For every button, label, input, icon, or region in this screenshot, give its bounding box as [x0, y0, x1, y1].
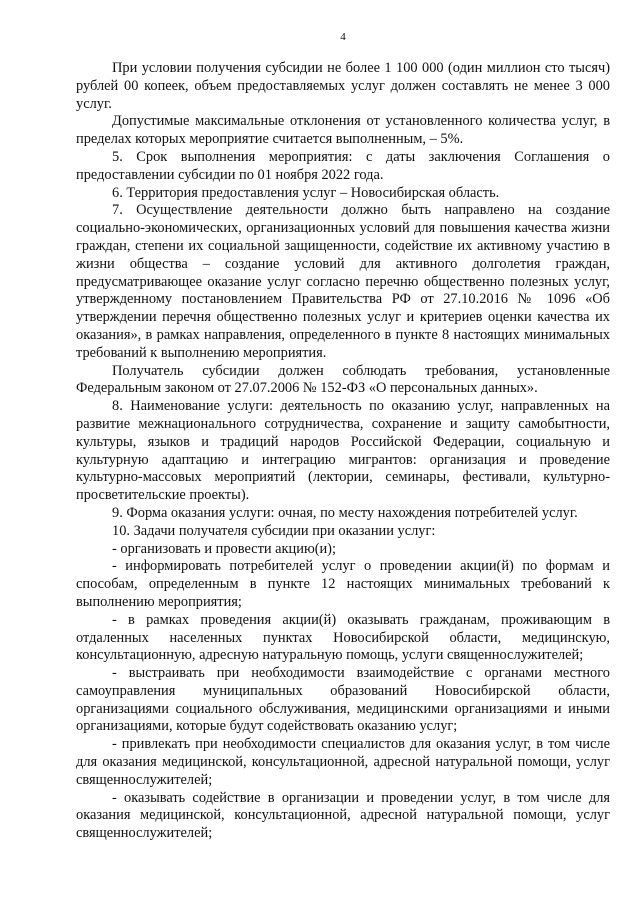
paragraph-item-6-territory: 6. Территория предоставления услуг – Новосибирская область.	[112, 184, 500, 201]
list-item-assist-organization: - оказывать содействие в организации и проведении услуг, в том числе для оказания медицинской, консультационной, адресной натуральной помощи, услуг священнослужителей;	[76, 789, 610, 842]
paragraph-personal-data: Получатель субсидии должен соблюдать требования, установленные Федеральным законом от 27.07.2006 № 152-ФЗ «О персональных данных».	[76, 362, 610, 397]
paragraph-item-9-service-form: 9. Форма оказания услуги: очная, по месту нахождения потребителей услуг.	[112, 504, 578, 521]
paragraph-item-7-activity: 7. Осуществление деятельности должно быть направлено на создание социально-экономических, организационных условий для повышения качества жизни граждан, степени их социальной защищенности, содействие их активному участию в жизни общества – создание условий для активного долголетия граждан, предусматривающее оказание услуг согласно перечню общественно полезных услуг, утвержденному постановлением Правительства РФ от 27.10.2016 № 1096 «Об утверждении перечня общественно полезных услуг и критериев оценки качества их оказания», в рамках направления, определенного в пункте 8 настоящих минимальных требований к выполнению мероприятия.	[76, 202, 610, 361]
list-item-inform-consumers: - информировать потребителей услуг о проведении акции(й) по формам и способам, определенным в пункте 12 настоящих минимальных требований к выполнению мероприятия;	[76, 558, 610, 610]
document-page	[76, 0, 610, 905]
paragraph-item-10-tasks: 10. Задачи получателя субсидии при оказании услуг:	[112, 522, 436, 539]
page-number: 4	[340, 31, 346, 43]
list-item-build-cooperation: - выстраивать при необходимости взаимодействие с органами местного самоуправления муниципальных образований Новосибирской области, организациями социального обслуживания, медицинскими организациями и иными организациями, которые будут содействовать оказанию услуг;	[76, 665, 610, 735]
paragraph-subsidy-condition: При условии получения субсидии не более 1 100 000 (один миллион сто тысяч) рублей 00 копеек, объем предоставляемых услуг должен составлять не менее 3 000 услуг.	[76, 60, 610, 112]
list-item-engage-specialists: - привлекать при необходимости специалистов для оказания услуг, в том числе для оказания медицинской, консультационной, адресной натуральной помощи, услуг священнослужителей;	[76, 736, 610, 788]
paragraph-item-8-service-name: 8. Наименование услуги: деятельность по оказанию услуг, направленных на развитие межнационального сотрудничества, сохранение и защиту самобытности, культуры, языков и традиций народов Российской Федерации, социальную и культурную адаптацию и интеграцию мигрантов: организация и проведение культурно-массовых мероприятий (лектории, семинары, фестивали, культурно-просветительские проекты).	[76, 398, 610, 504]
document-body	[76, 60, 610, 843]
list-item-organize-action: - организовать и провести акцию(и);	[112, 540, 336, 557]
list-item-provide-help: - в рамках проведения акции(й) оказывать гражданам, проживающим в отдаленных населенных пунктах Новосибирской области, медицинскую, консультационную, адресную натуральную помощь, услуги священнослужителей;	[76, 611, 610, 664]
paragraph-allowed-deviation: Допустимые максимальные отклонения от установленного количества услуг, в пределах которых мероприятие считается выполненным, – 5%.	[76, 113, 610, 148]
paragraph-item-5-deadline: 5. Срок выполнения мероприятия: с даты заключения Соглашения о предоставлении субсидии по 01 ноября 2022 года.	[76, 148, 610, 183]
